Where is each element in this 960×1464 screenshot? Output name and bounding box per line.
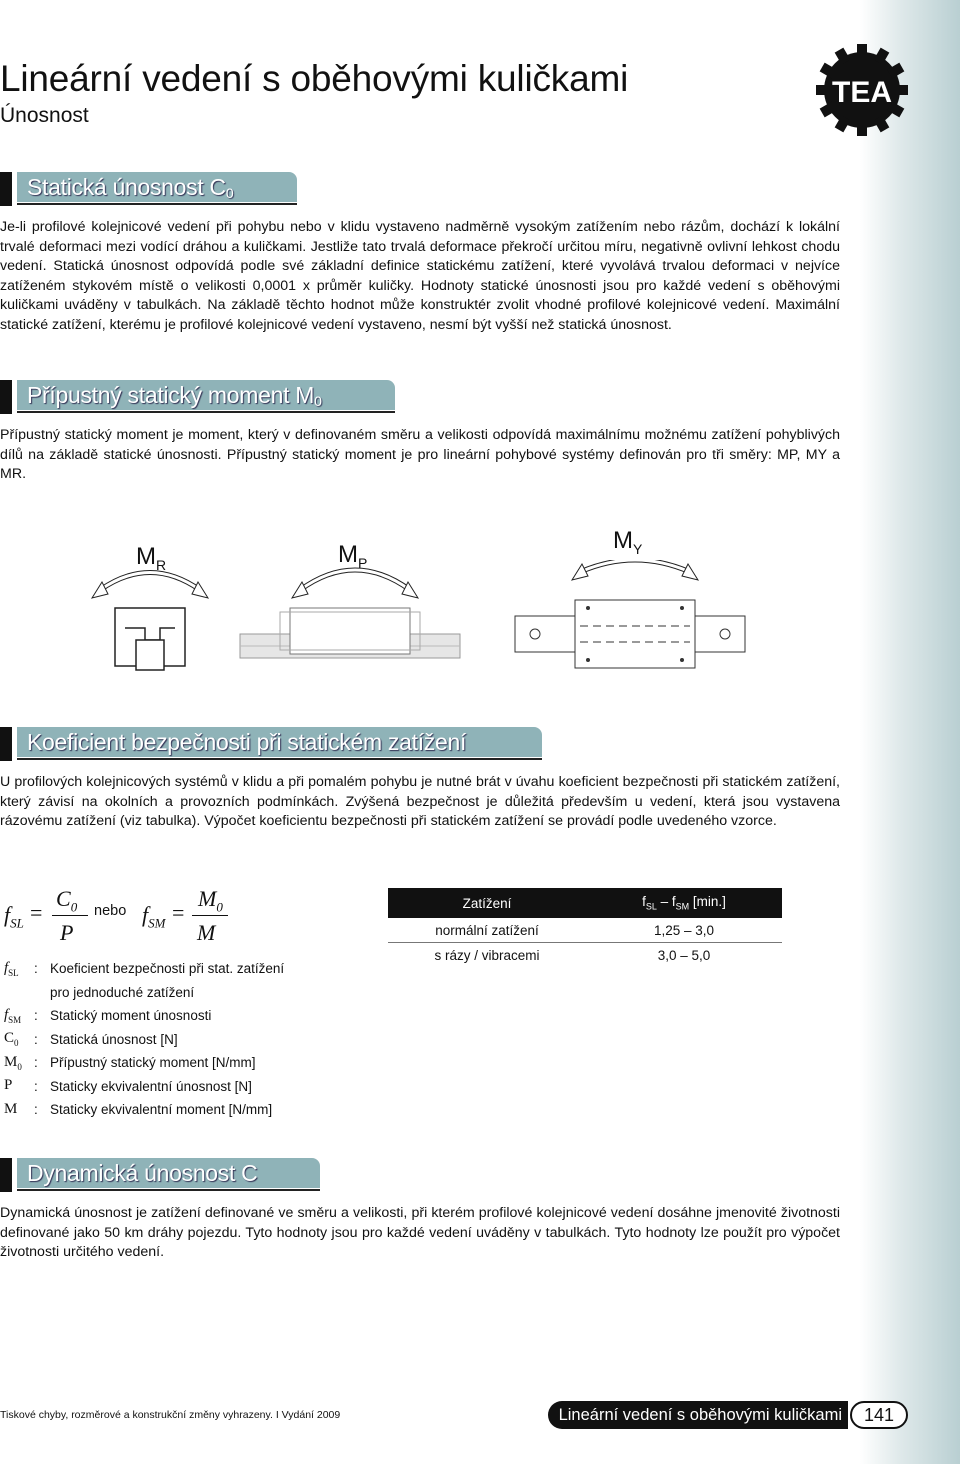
legend-row: $f_{SM}$ : Statický moment únosnosti xyxy=(4,1006,212,1025)
legend-row: pro jednoduché zatížení xyxy=(50,984,195,1000)
section-heading-static-capacity: Statická únosnost $C_0$ xyxy=(0,172,300,206)
logo-text: TEA xyxy=(832,76,892,109)
mr-diagram xyxy=(92,573,208,671)
label-mr: $M_R$ xyxy=(136,543,167,573)
table-header-load: Zatížení xyxy=(388,888,586,918)
page-title: Lineární vedení s oběhovými kuličkami xyxy=(0,58,629,99)
page-number: 141 xyxy=(850,1401,908,1429)
label-my: $M_Y$ xyxy=(613,527,643,557)
footer-note: Tiskové chyby, rozměrové a konstrukční změny vyhrazeny. I Vydání 2009 xyxy=(0,1409,341,1421)
section-heading-static-moment: Přípustný statický moment $M_0$ xyxy=(0,380,400,414)
table-row: s rázy / vibracemi 3,0 – 5,0 xyxy=(434,947,711,963)
table-row: normální zatížení 1,25 – 3,0 xyxy=(388,918,782,943)
formula-legend xyxy=(4,957,324,1122)
dynamic-capacity-text: Dynamická únosnost je zatížení definované ve směru a velikosti, při kterém profilové kolejnicové vedení dosáhne jmenovité životnosti definované jako 50 km dráhy pojezdu. Tyto hodnoty jsou pro každé vedení uváděny v tabulkách. Tyto hodnoty lze použít pro výpočet životnosti určitého vedení. xyxy=(0,1205,840,1260)
label-mp: $M_P$ xyxy=(338,541,368,571)
legend-row: M : Staticky ekvivalentní moment [N/mm] xyxy=(4,1100,273,1118)
decorative-sidebar xyxy=(860,0,960,1464)
table-header-factor: $f_{SL} - f_{SM}$ [min.] xyxy=(586,888,782,918)
section-heading-safety-factor: Koeficient bezpečnosti při statickém zatížení xyxy=(0,727,545,761)
static-capacity-text: Je-li profilové kolejnicové vedení při pohybu nebo v klidu vystaveno nadměrně vysokým zatížením nebo rázům, dochází k lokální trvalé deformaci mezi vodící dráhou a kuličkami. Jestliže tato trvalá deformace překročí určitou míru, negativně ovlivní lehkost chodu vedení. Statická únosnost odpovídá podle své základní definice statickému zatížení, které vyvolává trvalou deformaci v nejvíce zatíženém stykovém místě o velikosti 0,0001 x průměr kuličky. Hodnoty statické únosnosti jsou pro každé vedení s oběhovými kuličkami uváděny v tabulkách. Na základě těchto hodnot může konstruktér zvolit vhodné profilové kolejnicové vedení. Maximální statické zatížení, kterému je profilové kolejnicové vedení vystaveno, nesmí být vyšší než statická únosnost. xyxy=(0,219,840,333)
legend-row: $C_0$ : Statická únosnost [N] xyxy=(4,1030,178,1049)
legend-row: $f_{SL}$ : Koeficient bezpečnosti při stat. zatížení xyxy=(4,959,285,978)
footer-title: Lineární vedení s oběhovými kuličkami xyxy=(548,1401,848,1429)
static-moment-text: Přípustný statický moment je moment, který v definovaném směru a velikosti odpovídá maximálnímu možnému zatížení pohyblivých dílů na základě statické únosnosti. Přípustný statický moment je pro lineární pohybové systémy definován pro tři směry: MP, MY a MR. xyxy=(0,427,840,482)
safety-factor-table xyxy=(388,888,782,967)
legend-row: $M_0$ : Přípustný statický moment [N/mm] xyxy=(4,1053,256,1072)
safety-formula: $f_{SL}$ = $C_0$ P nebo $f_{SM}$ = $M_0$ M xyxy=(4,886,264,946)
my-diagram xyxy=(515,560,745,668)
tea-logo xyxy=(812,40,912,140)
mp-diagram xyxy=(240,570,460,658)
legend-row: P : Staticky ekvivalentní únosnost [N] xyxy=(4,1077,252,1094)
page-subtitle: Únosnost xyxy=(0,104,89,127)
moment-diagrams xyxy=(90,560,750,700)
safety-factor-text: U profilových kolejnicových systémů v klidu a při pomalém pohybu je nutné brát v úvahu koeficient bezpečnosti při statickém zatížení, který závisí na okolních a provozních podmínkách. Zvýšená bezpečnost je důležitá především u vedení, která jsou vystavena rázovému zatížení (viz tabulka). Výpočet koeficientu bezpečnosti při statickém zatížení se provádí podle uvedeného vzorce. xyxy=(0,774,840,829)
section-heading-dynamic-capacity: Dynamická únosnost C xyxy=(0,1158,325,1192)
